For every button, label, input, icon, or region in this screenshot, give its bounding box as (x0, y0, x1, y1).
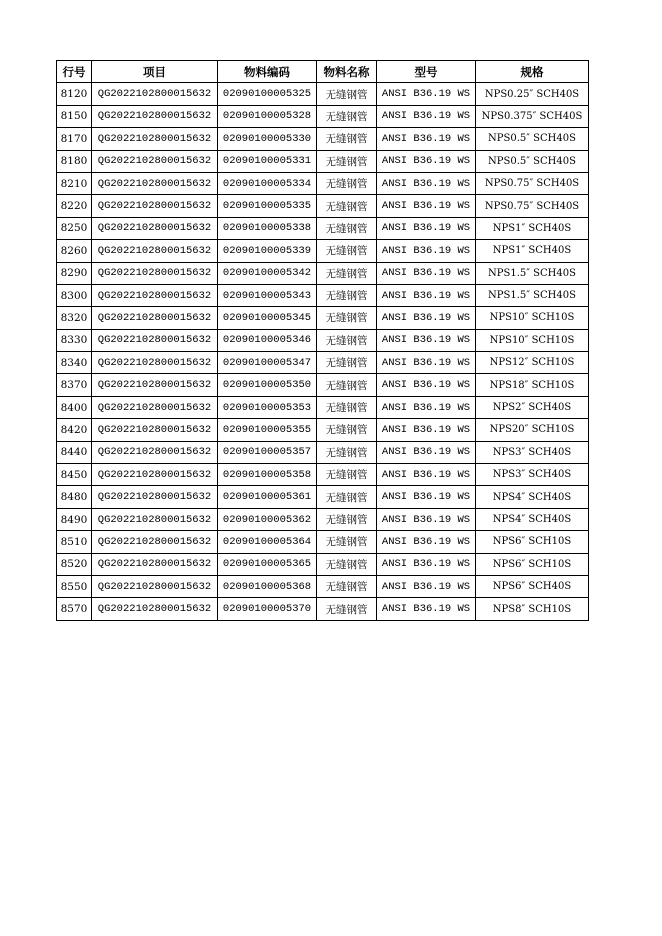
spec-cell: NPS2″ SCH40S (476, 396, 589, 418)
table-body (57, 83, 589, 620)
project-cell: QG2022102800015632 (92, 329, 218, 351)
project-cell: QG2022102800015632 (92, 128, 218, 150)
model-cell: ANSI B36.19 WS (377, 195, 476, 217)
table-row (57, 217, 589, 239)
material-code-cell: 02090100005362 (218, 508, 317, 530)
project-cell: QG2022102800015632 (92, 240, 218, 262)
model-cell: ANSI B36.19 WS (377, 329, 476, 351)
material-code-cell: 02090100005353 (218, 396, 317, 418)
model-cell: ANSI B36.19 WS (377, 105, 476, 127)
project-cell: QG2022102800015632 (92, 262, 218, 284)
material-name-cell: 无缝钢管 (317, 419, 377, 441)
header-row (57, 61, 589, 83)
material-name-cell: 无缝钢管 (317, 83, 377, 105)
model-cell: ANSI B36.19 WS (377, 352, 476, 374)
table-row (57, 396, 589, 418)
project-cell: QG2022102800015632 (92, 217, 218, 239)
spec-cell: NPS0.375″ SCH40S (476, 105, 589, 127)
spec-cell: NPS4″ SCH40S (476, 508, 589, 530)
table-row (57, 128, 589, 150)
header-material-name: 物料名称 (317, 61, 377, 83)
material-code-cell: 02090100005335 (218, 195, 317, 217)
model-cell: ANSI B36.19 WS (377, 150, 476, 172)
line-no-cell: 8570 (57, 598, 92, 620)
material-name-cell: 无缝钢管 (317, 396, 377, 418)
project-cell: QG2022102800015632 (92, 441, 218, 463)
material-name-cell: 无缝钢管 (317, 553, 377, 575)
spec-cell: NPS6″ SCH10S (476, 531, 589, 553)
project-cell: QG2022102800015632 (92, 105, 218, 127)
table-row (57, 240, 589, 262)
spec-cell: NPS8″ SCH10S (476, 598, 589, 620)
line-no-cell: 8220 (57, 195, 92, 217)
material-name-cell: 无缝钢管 (317, 441, 377, 463)
project-cell: QG2022102800015632 (92, 486, 218, 508)
material-code-cell: 02090100005347 (218, 352, 317, 374)
material-name-cell: 无缝钢管 (317, 575, 377, 597)
table-row (57, 508, 589, 530)
table-row (57, 374, 589, 396)
material-name-cell: 无缝钢管 (317, 172, 377, 194)
line-no-cell: 8180 (57, 150, 92, 172)
line-no-cell: 8340 (57, 352, 92, 374)
spec-cell: NPS1″ SCH40S (476, 217, 589, 239)
project-cell: QG2022102800015632 (92, 83, 218, 105)
spec-cell: NPS3″ SCH40S (476, 441, 589, 463)
project-cell: QG2022102800015632 (92, 352, 218, 374)
material-code-cell: 02090100005355 (218, 419, 317, 441)
project-cell: QG2022102800015632 (92, 464, 218, 486)
project-cell: QG2022102800015632 (92, 531, 218, 553)
line-no-cell: 8260 (57, 240, 92, 262)
line-no-cell: 8490 (57, 508, 92, 530)
material-name-cell: 无缝钢管 (317, 486, 377, 508)
table-row (57, 531, 589, 553)
spec-cell: NPS3″ SCH40S (476, 464, 589, 486)
model-cell: ANSI B36.19 WS (377, 598, 476, 620)
material-code-cell: 02090100005358 (218, 464, 317, 486)
material-code-cell: 02090100005361 (218, 486, 317, 508)
material-name-cell: 无缝钢管 (317, 150, 377, 172)
model-cell: ANSI B36.19 WS (377, 441, 476, 463)
line-no-cell: 8520 (57, 553, 92, 575)
material-name-cell: 无缝钢管 (317, 329, 377, 351)
project-cell: QG2022102800015632 (92, 172, 218, 194)
spec-cell: NPS4″ SCH40S (476, 486, 589, 508)
material-code-cell: 02090100005334 (218, 172, 317, 194)
table-row (57, 307, 589, 329)
line-no-cell: 8510 (57, 531, 92, 553)
table-row (57, 575, 589, 597)
line-no-cell: 8450 (57, 464, 92, 486)
material-code-cell: 02090100005342 (218, 262, 317, 284)
table-row (57, 195, 589, 217)
line-no-cell: 8440 (57, 441, 92, 463)
model-cell: ANSI B36.19 WS (377, 396, 476, 418)
material-code-cell: 02090100005339 (218, 240, 317, 262)
header-model: 型号 (377, 61, 476, 83)
spec-cell: NPS6″ SCH40S (476, 575, 589, 597)
project-cell: QG2022102800015632 (92, 575, 218, 597)
spreadsheet-page (56, 60, 588, 621)
material-name-cell: 无缝钢管 (317, 284, 377, 306)
spec-cell: NPS1.5″ SCH40S (476, 262, 589, 284)
table-row (57, 352, 589, 374)
material-code-cell: 02090100005343 (218, 284, 317, 306)
project-cell: QG2022102800015632 (92, 150, 218, 172)
line-no-cell: 8320 (57, 307, 92, 329)
table-row (57, 262, 589, 284)
project-cell: QG2022102800015632 (92, 508, 218, 530)
material-code-cell: 02090100005325 (218, 83, 317, 105)
model-cell: ANSI B36.19 WS (377, 419, 476, 441)
table-row (57, 284, 589, 306)
material-name-cell: 无缝钢管 (317, 128, 377, 150)
line-no-cell: 8550 (57, 575, 92, 597)
material-name-cell: 无缝钢管 (317, 240, 377, 262)
material-code-cell: 02090100005331 (218, 150, 317, 172)
line-no-cell: 8120 (57, 83, 92, 105)
spec-cell: NPS1.5″ SCH40S (476, 284, 589, 306)
model-cell: ANSI B36.19 WS (377, 531, 476, 553)
project-cell: QG2022102800015632 (92, 396, 218, 418)
model-cell: ANSI B36.19 WS (377, 486, 476, 508)
model-cell: ANSI B36.19 WS (377, 172, 476, 194)
table-row (57, 150, 589, 172)
material-code-cell: 02090100005345 (218, 307, 317, 329)
model-cell: ANSI B36.19 WS (377, 374, 476, 396)
material-name-cell: 无缝钢管 (317, 374, 377, 396)
material-code-cell: 02090100005357 (218, 441, 317, 463)
model-cell: ANSI B36.19 WS (377, 240, 476, 262)
material-code-cell: 02090100005346 (218, 329, 317, 351)
line-no-cell: 8420 (57, 419, 92, 441)
header-project: 项目 (92, 61, 218, 83)
material-code-cell: 02090100005350 (218, 374, 317, 396)
material-code-cell: 02090100005368 (218, 575, 317, 597)
project-cell: QG2022102800015632 (92, 284, 218, 306)
table-row (57, 329, 589, 351)
material-name-cell: 无缝钢管 (317, 352, 377, 374)
material-code-cell: 02090100005328 (218, 105, 317, 127)
table-row (57, 172, 589, 194)
table-row (57, 598, 589, 620)
table-row (57, 486, 589, 508)
header-spec: 规格 (476, 61, 589, 83)
table-row (57, 441, 589, 463)
spec-cell: NPS0.75″ SCH40S (476, 172, 589, 194)
material-code-cell: 02090100005370 (218, 598, 317, 620)
spec-cell: NPS12″ SCH10S (476, 352, 589, 374)
model-cell: ANSI B36.19 WS (377, 553, 476, 575)
spec-cell: NPS20″ SCH10S (476, 419, 589, 441)
material-name-cell: 无缝钢管 (317, 508, 377, 530)
model-cell: ANSI B36.19 WS (377, 262, 476, 284)
material-name-cell: 无缝钢管 (317, 464, 377, 486)
project-cell: QG2022102800015632 (92, 598, 218, 620)
material-code-cell: 02090100005365 (218, 553, 317, 575)
line-no-cell: 8250 (57, 217, 92, 239)
header-material-code: 物料编码 (218, 61, 317, 83)
line-no-cell: 8370 (57, 374, 92, 396)
project-cell: QG2022102800015632 (92, 553, 218, 575)
model-cell: ANSI B36.19 WS (377, 464, 476, 486)
material-code-cell: 02090100005338 (218, 217, 317, 239)
spec-cell: NPS0.5″ SCH40S (476, 150, 589, 172)
table-row (57, 553, 589, 575)
spec-cell: NPS0.5″ SCH40S (476, 128, 589, 150)
line-no-cell: 8150 (57, 105, 92, 127)
project-cell: QG2022102800015632 (92, 374, 218, 396)
line-no-cell: 8170 (57, 128, 92, 150)
model-cell: ANSI B36.19 WS (377, 307, 476, 329)
spec-cell: NPS6″ SCH10S (476, 553, 589, 575)
model-cell: ANSI B36.19 WS (377, 128, 476, 150)
line-no-cell: 8290 (57, 262, 92, 284)
model-cell: ANSI B36.19 WS (377, 83, 476, 105)
table-row (57, 419, 589, 441)
material-code-cell: 02090100005364 (218, 531, 317, 553)
project-cell: QG2022102800015632 (92, 307, 218, 329)
header-line-no: 行号 (57, 61, 92, 83)
material-name-cell: 无缝钢管 (317, 195, 377, 217)
line-no-cell: 8300 (57, 284, 92, 306)
model-cell: ANSI B36.19 WS (377, 508, 476, 530)
table-row (57, 464, 589, 486)
spec-cell: NPS10″ SCH10S (476, 329, 589, 351)
material-name-cell: 无缝钢管 (317, 217, 377, 239)
table-row (57, 83, 589, 105)
model-cell: ANSI B36.19 WS (377, 217, 476, 239)
material-table (56, 60, 589, 621)
material-code-cell: 02090100005330 (218, 128, 317, 150)
material-name-cell: 无缝钢管 (317, 598, 377, 620)
line-no-cell: 8330 (57, 329, 92, 351)
line-no-cell: 8210 (57, 172, 92, 194)
material-name-cell: 无缝钢管 (317, 531, 377, 553)
spec-cell: NPS1″ SCH40S (476, 240, 589, 262)
model-cell: ANSI B36.19 WS (377, 575, 476, 597)
line-no-cell: 8400 (57, 396, 92, 418)
spec-cell: NPS0.75″ SCH40S (476, 195, 589, 217)
material-name-cell: 无缝钢管 (317, 105, 377, 127)
material-name-cell: 无缝钢管 (317, 262, 377, 284)
table-row (57, 105, 589, 127)
spec-cell: NPS18″ SCH10S (476, 374, 589, 396)
line-no-cell: 8480 (57, 486, 92, 508)
spec-cell: NPS10″ SCH10S (476, 307, 589, 329)
model-cell: ANSI B36.19 WS (377, 284, 476, 306)
project-cell: QG2022102800015632 (92, 419, 218, 441)
material-name-cell: 无缝钢管 (317, 307, 377, 329)
project-cell: QG2022102800015632 (92, 195, 218, 217)
spec-cell: NPS0.25″ SCH40S (476, 83, 589, 105)
